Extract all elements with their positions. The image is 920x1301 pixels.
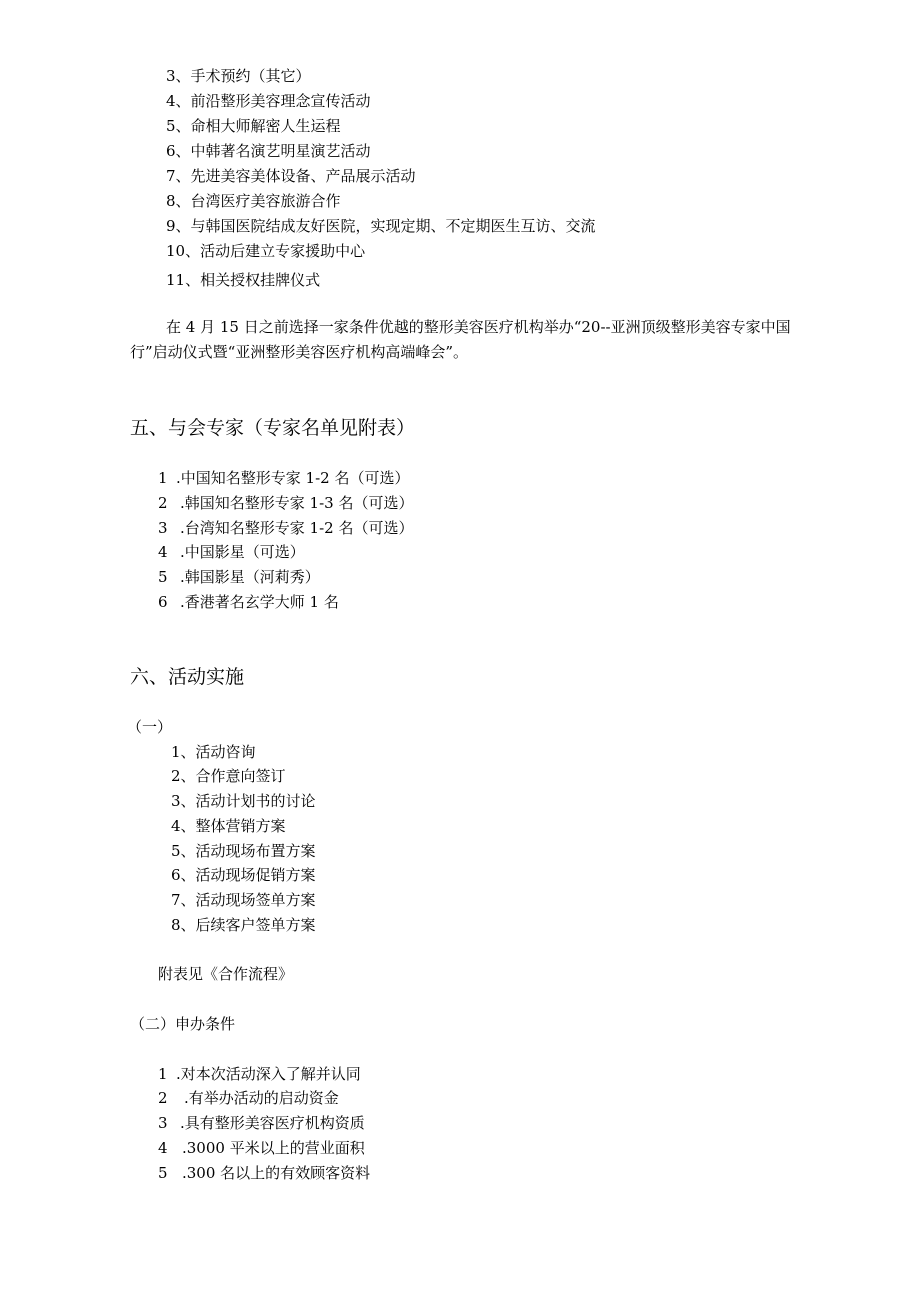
list-item: 8、台湾医疗美容旅游合作 [166,192,341,210]
subsection-label: （二）申办条件 [130,1015,236,1033]
item-number: 3 [158,519,168,537]
list-item: 2、合作意向签订 [171,767,286,785]
list-item: 11、相关授权挂牌仪式 [166,271,321,289]
item-text: .300 名以上的有效顾客资料 [182,1164,371,1182]
list-item: 6、中韩著名演艺明星演艺活动 [166,142,371,160]
list-item: 1、活动咨询 [171,743,256,761]
list-item [158,1064,361,1084]
list-item: 6、活动现场促销方案 [171,866,316,884]
list-item: 9、与韩国医院结成友好医院，实现定期、不定期医生互访、交流 [166,217,596,235]
item-number: 1 [158,1065,168,1083]
paragraph-line-1: 在 4 月 15 日之前选择一家条件优越的整形美容医疗机构举办“20--亚洲顶级整形美容专家中国 [166,318,791,336]
item-number: 2 [158,1089,168,1107]
item-text: .韩国影星（河莉秀） [180,568,320,586]
list-item [158,468,409,488]
list-item [158,542,305,562]
item-text: .对本次活动深入了解并认同 [176,1065,361,1083]
item-number: 3 [158,1114,168,1132]
appendix-note: 附表见《合作流程》 [158,965,294,983]
item-number: 5 [158,568,168,586]
item-number: 1 [158,469,168,487]
list-item: 8、后续客户签单方案 [171,916,316,934]
list-item [158,1163,370,1183]
item-number: 4 [158,1139,168,1157]
list-item: 3、活动计划书的讨论 [171,792,316,810]
list-item [158,1113,365,1133]
item-text: .中国影星（可选） [180,543,305,561]
item-number: 5 [158,1164,168,1182]
section-5-title: 五、与会专家（专家名单见附表） [130,417,416,439]
list-item: 4、前沿整形美容理念宣传活动 [166,92,371,110]
list-item [158,592,339,612]
list-item: 3、手术预约（其它） [166,67,311,85]
list-item: 10、活动后建立专家援助中心 [166,242,366,260]
list-item: 7、活动现场签单方案 [171,891,316,909]
list-item [158,493,413,513]
list-item [158,567,320,587]
item-text: .具有整形美容医疗机构资质 [180,1114,365,1132]
subsection-label: （一） [127,718,173,736]
item-number: 4 [158,543,168,561]
item-text: .中国知名整形专家 1-2 名（可选） [176,469,410,487]
item-text: .3000 平米以上的营业面积 [182,1139,365,1157]
item-number: 6 [158,593,168,611]
item-text: .韩国知名整形专家 1-3 名（可选） [180,494,414,512]
list-item [158,518,413,538]
section-6-title: 六、活动实施 [130,666,245,688]
list-item [158,1138,365,1158]
list-item: 5、活动现场布置方案 [171,842,316,860]
item-number: 2 [158,494,168,512]
list-item: 7、先进美容美体设备、产品展示活动 [166,167,416,185]
item-text: .台湾知名整形专家 1-2 名（可选） [180,519,414,537]
item-text: .香港著名玄学大师 1 名 [180,593,339,611]
list-item: 5、命相大师解密人生运程 [166,117,341,135]
paragraph-line-2: 行”启动仪式暨“亚洲整形美容医疗机构高端峰会”。 [130,343,469,361]
list-item [158,1088,339,1108]
item-text: .有举办活动的启动资金 [184,1089,339,1107]
list-item: 4、整体营销方案 [171,817,286,835]
